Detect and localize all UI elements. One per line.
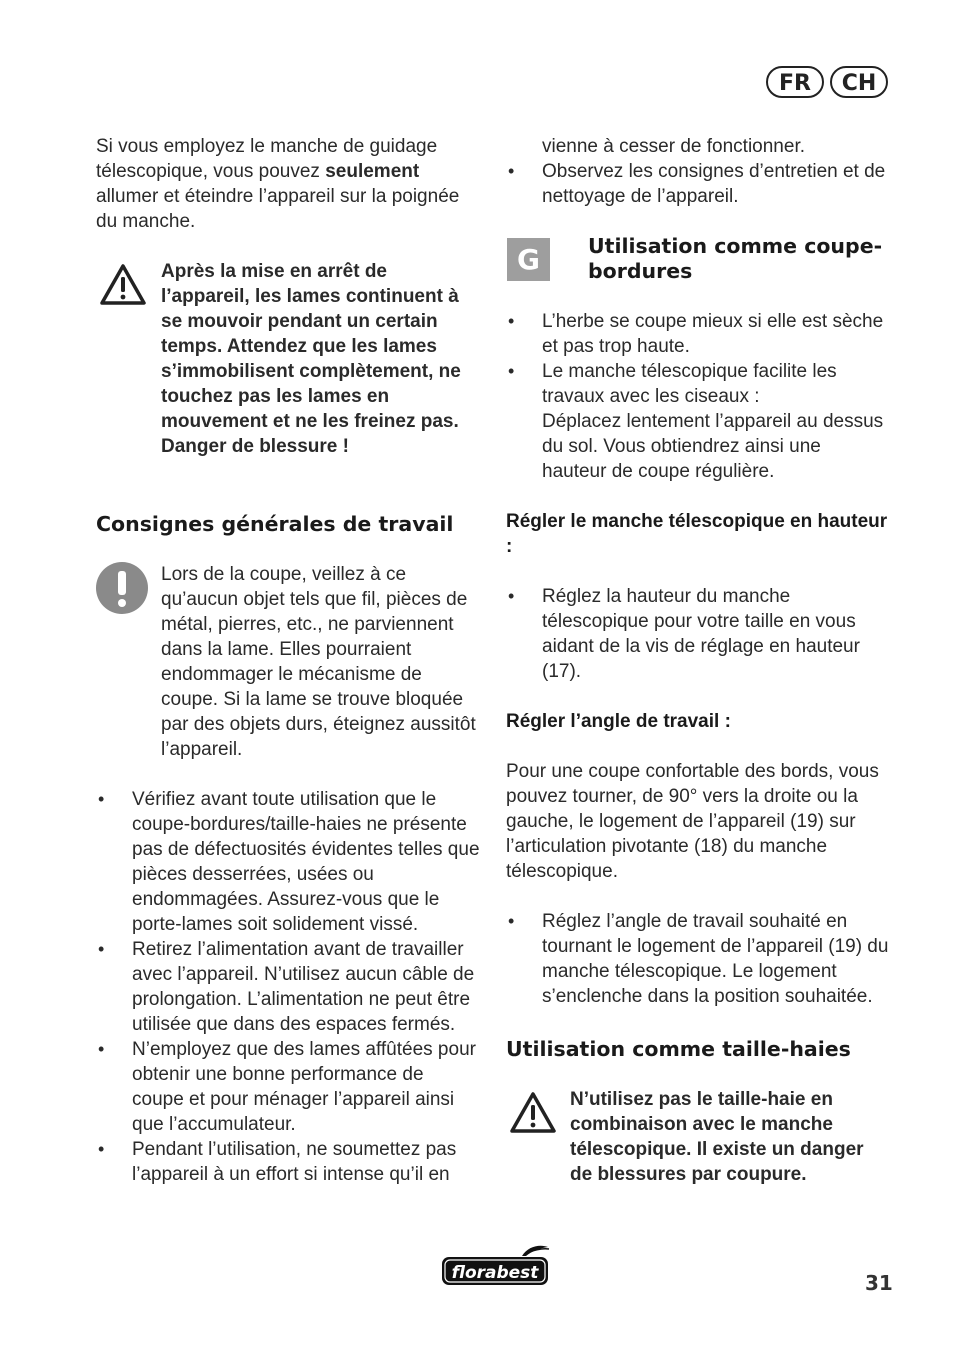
warning-hedge [506,1087,890,1217]
height-bullets [506,584,890,684]
section-g-header [506,234,890,309]
subhead-height-adjust: Régler le manche télescopique en hauteur : [506,511,888,557]
list-item: • Réglez la hauteur du manche télescopique pour votre taille en vous aidant de la vis de réglage en hauteur (17). [506,584,890,684]
exclamation-circle-icon [96,562,148,614]
language-badge-fr: FR [766,66,824,98]
florabest-logo-mark [438,1244,552,1290]
warning-blades-text: Après la mise en arrêt de l’appareil, les lames continuent à se mouvoir pendant un certain temps. Attendez que les lames s’immobilisent complètement, ne touchez pas les lames en mouvement et ne les freinez pas. Danger de blessure ! [161,261,461,457]
warning-triangle-icon [510,1091,556,1133]
notice-foreign-objects-text: Lors de la coupe, veillez à ce qu’aucun objet tels que fil, pièces de métal, pierres, etc., ne parviennent dans la lame. Elles pourraient endommager le mécanisme de coupe. Si la lame se trouve bloquée par des objets durs, éteignez aussitôt l’appareil. [161,564,476,760]
general-bullets [96,787,480,1187]
list-item: • Le manche télescopique facilite les travaux avec les ciseaux : Déplacez lentement l’appareil au dessus du sol. Vous obtiendrez ainsi une hauteur de coupe régulière. [506,359,890,484]
brand-name: florabest [451,1263,539,1283]
edge-note: Déplacez lentement l’appareil au dessus du sol. Vous obtiendrez ainsi une hauteur de coupe régulière. [542,411,884,482]
maintenance-bullet [506,159,890,209]
list-item: • N’employez que des lames affûtées pour obtenir une bonne performance de coupe et pour ménager l’appareil ainsi que l’accumulateur. [96,1037,480,1137]
list-item: • Observez les consignes d’entretien et de nettoyage de l’appareil. [506,159,890,209]
heading-general-work: Consignes générales de travail [96,512,454,536]
list-item: • Pendant l’utilisation, ne soumettez pas l’appareil à un effort si intense qu’il en [96,1137,480,1187]
list-item: • L’herbe se coupe mieux si elle est sèche et pas trop haute. [506,309,890,359]
heading-edge-trimmer: Utilisation comme coupe-bordures [588,234,883,283]
right-column [506,134,890,1217]
intro-emphasis: seulement [325,161,420,182]
warning-hedge-text: N’utilisez pas le taille-haie en combinaison avec le manche télescopique. Il existe un danger de blessures par coupure. [570,1089,864,1185]
language-badge-ch: CH [830,66,888,98]
intro-paragraph: Si vous employez le manche de guidage télescopique, vous pouvez seulement allumer et éteindre l’appareil sur la poignée du manche. [96,136,460,232]
list-item: • Retirez l’alimentation avant de travailler avec l’appareil. N’utilisez aucun câble de prolongation. L’alimentation ne peut être utilisée que dans des espaces fermés. [96,937,480,1037]
page-number: 31 [865,1271,893,1295]
heading-hedge-trimmer: Utilisation comme taille-haies [506,1037,851,1061]
list-item: • Réglez l’angle de travail souhaité en tournant le logement de l’appareil (19) du manche télescopique. Le logement s’enclenche dans la position souhaitée. [506,909,890,1009]
continuation-text: vienne à cesser de fonctionner. [542,136,806,157]
angle-paragraph: Pour une coupe confortable des bords, vous pouvez tourner, de 90° vers la droite ou la gauche, le logement de l’appareil (19) sur l’articulation pivotante (18) du manche télescopique. [506,761,879,882]
florabest-logo [438,1244,552,1295]
angle-bullets [506,909,890,1009]
edge-bullets [506,309,890,484]
subhead-angle-adjust: Régler l’angle de travail : [506,711,731,732]
warning-blades [96,259,480,484]
warning-triangle-icon [100,263,146,305]
list-item: • Vérifiez avant toute utilisation que le coupe-bordures/taille-haies ne présente pas de défectuosités évidentes telles que pièces desserrées, usées ou endommagées. Assurez-vous que le porte-lames soit solidement vissé. [96,787,480,937]
section-letter-badge: G [507,238,550,281]
left-column [96,134,480,1187]
notice-foreign-objects [96,562,480,762]
